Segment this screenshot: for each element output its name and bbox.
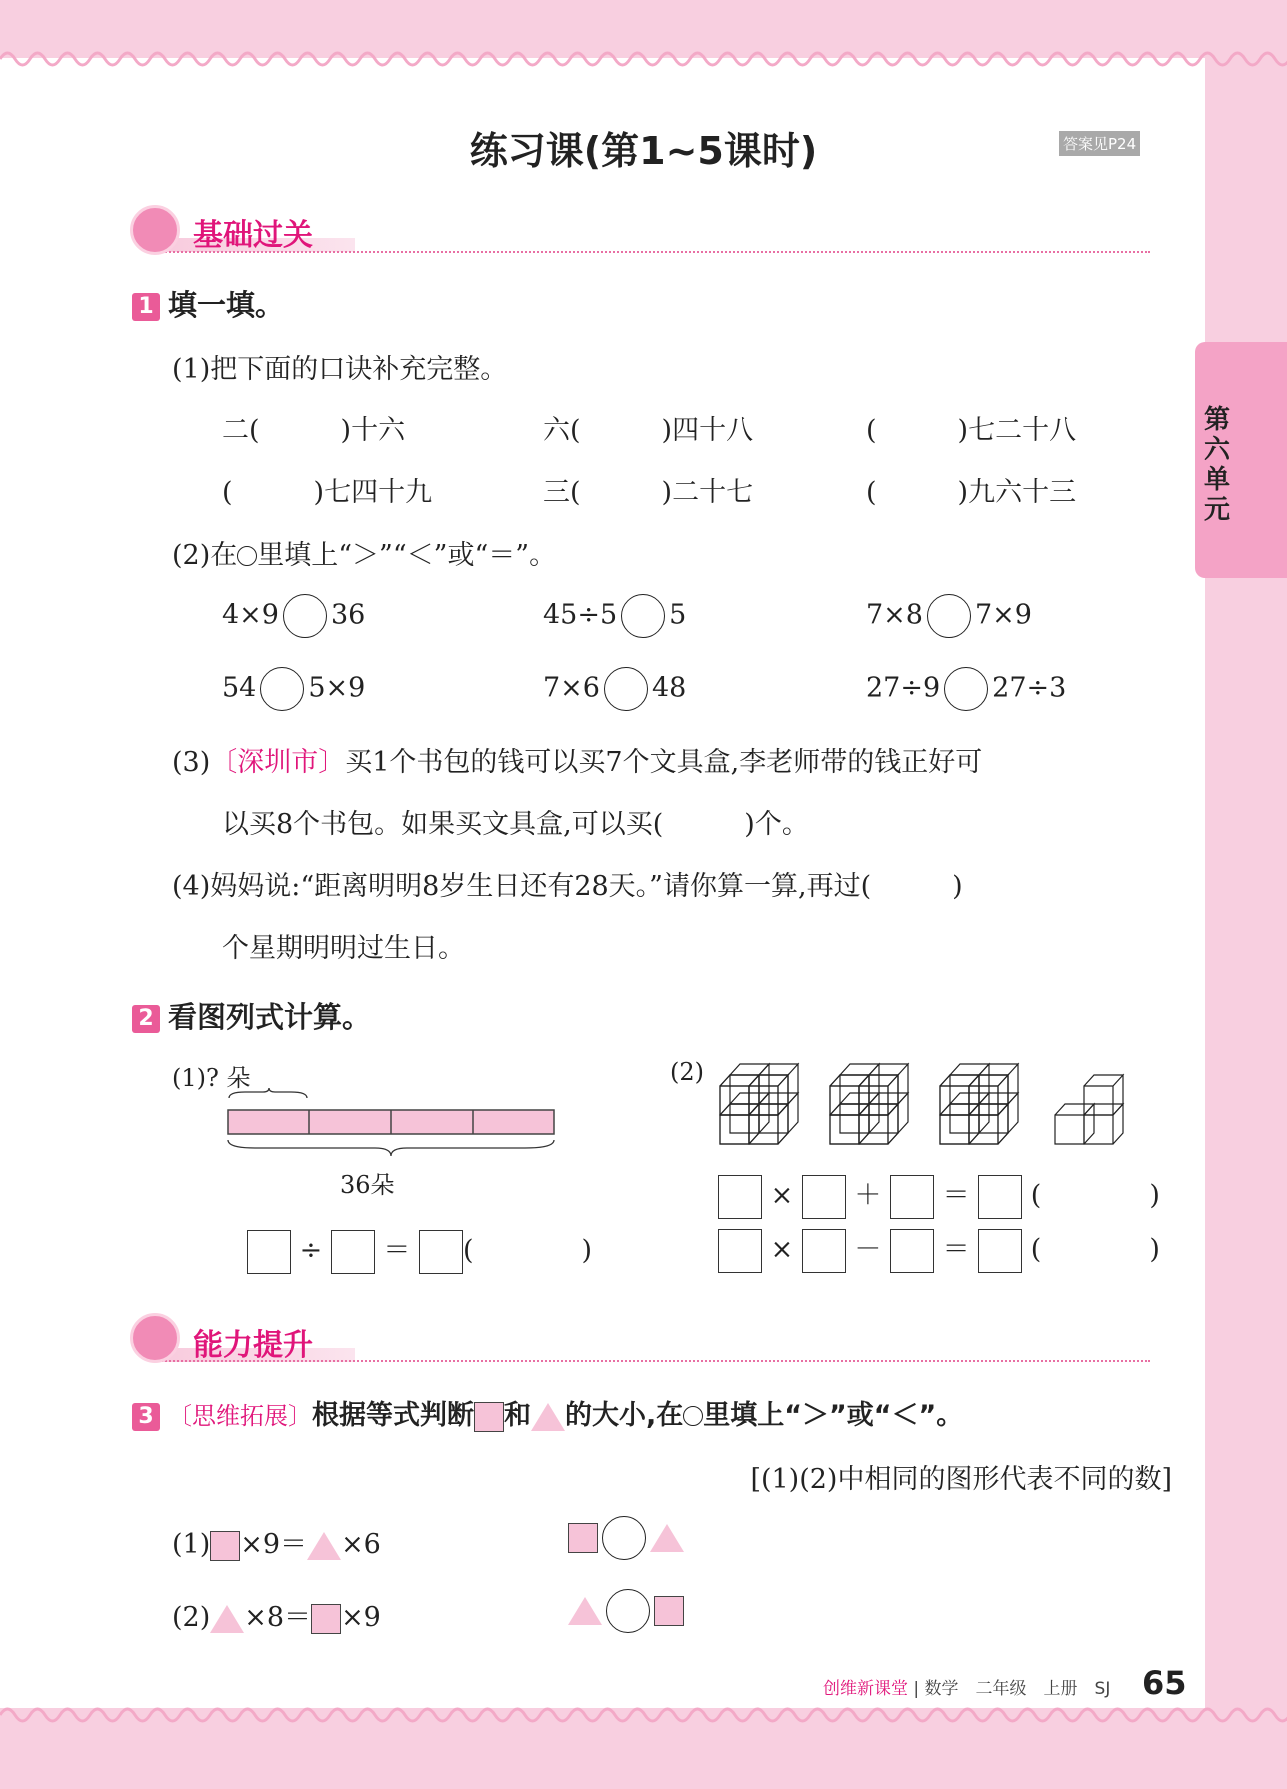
q2-part2-label: (2) [670,1058,704,1086]
circle-icon [237,546,257,566]
q1-part4-line1: (4)妈妈说:“距离明明8岁生日还有28天。”请你算一算,再过( ) [172,871,963,902]
unit-blank: ( ) [1030,1234,1160,1265]
rhyme-blank: 三( )二十七 [543,477,754,508]
question-text: 看图列式计算。 [168,1000,372,1034]
square-shape-icon [568,1523,598,1553]
rhyme-blank: ( )七四十九 [222,477,433,508]
text: (3) [172,747,211,778]
text: ×9 [341,1602,381,1633]
compare-circle[interactable] [602,1516,646,1560]
answer-box[interactable] [978,1229,1022,1273]
text: (2)在 [172,540,238,571]
expr: 36 [330,599,366,631]
expr: 4×9 [222,599,279,631]
answer-box[interactable] [331,1230,375,1274]
compare-item [866,594,1032,638]
op: ＝ [942,1234,970,1265]
compare-circle[interactable] [283,594,327,638]
section-title-basic: 基础过关 [193,218,313,253]
q3-compare-1 [568,1516,684,1560]
q3-note: [(1)(2)中相同的图形代表不同的数] [750,1464,1172,1495]
op: ＋ [854,1180,882,1211]
footer-brand: 创维新课堂 [823,1679,908,1699]
square-shape-icon [474,1402,504,1432]
text: 里填上“＞”或“＜”。 [703,1400,964,1431]
circle-icon [683,1406,703,1426]
text: 里填上“＞”“＜”或“＝”。 [257,540,557,571]
text: ×8＝ [244,1602,312,1633]
expr: 5×9 [308,672,366,704]
answer-box[interactable] [978,1175,1022,1219]
op: ＝ [942,1180,970,1211]
text: 和 [504,1400,531,1431]
compare-circle[interactable] [927,594,971,638]
answer-box[interactable] [247,1230,291,1274]
page-title: 练习课(第1~5课时) [469,129,818,173]
triangle-shape-icon [531,1403,565,1431]
bottom-wave-border [0,1700,1287,1730]
footer-info: 数学 二年级 上册 SJ [924,1679,1111,1699]
page-number: 65 [1142,1664,1187,1702]
cartoon-avatar-icon [130,1313,180,1363]
question-number: 2 [132,1005,160,1033]
compare-item [222,594,365,638]
question-number: 3 [132,1403,160,1431]
text: (1) [172,1529,211,1560]
q1-part3-line1 [172,740,982,779]
text: ×9＝ [240,1529,308,1560]
text: 的大小,在 [565,1400,684,1431]
op: ÷ [299,1235,323,1266]
triangle-shape-icon [568,1597,602,1625]
answer-box[interactable] [718,1175,762,1219]
expr: 7×6 [543,672,600,704]
compare-circle[interactable] [604,667,648,711]
expr: 45÷5 [543,599,618,631]
section-title-advanced: 能力提升 [193,1328,313,1363]
compare-item [543,594,686,638]
q3-equation-2 [172,1595,381,1634]
answer-reference-badge: 答案见P24 [1059,131,1140,156]
square-shape-icon [210,1531,240,1561]
minus-equation [718,1227,1160,1273]
question-2-heading [132,995,371,1036]
square-shape-icon [654,1596,684,1626]
answer-box[interactable] [890,1229,934,1273]
question-text: 填一填。 [168,288,285,322]
question-1-heading [132,283,284,324]
rhyme-blank: 六( )四十八 [543,415,754,446]
question-number: 1 [132,293,160,321]
question-3-heading [132,1393,963,1432]
rhyme-blank: ( )七二十八 [866,415,1077,446]
unit-blank: ( ) [1030,1180,1160,1211]
op: － [854,1234,882,1265]
rhyme-blank: ( )九六十三 [866,477,1077,508]
compare-item [543,667,686,711]
total-label: 36朵 [340,1171,395,1199]
category-tag: 〔思维拓展〕 [168,1402,312,1430]
cube-figures [715,1058,1135,1148]
answer-box[interactable] [802,1175,846,1219]
unit-side-label: 第六单元 [1203,405,1230,525]
text: (2) [172,1602,211,1633]
answer-box[interactable] [802,1229,846,1273]
cartoon-avatar-icon [130,205,180,255]
triangle-shape-icon [307,1532,341,1560]
compare-circle[interactable] [606,1589,650,1633]
q1-part3-line2: 以买8个书包。如果买文具盒,可以买( )个。 [222,809,809,840]
q1-part2-text [172,533,556,572]
expr: 5 [669,599,687,631]
q1-part4-line2: 个星期明明过生日。 [222,933,465,964]
op: ＝ [383,1235,411,1266]
expr: 48 [651,672,687,704]
division-equation [247,1228,592,1274]
triangle-shape-icon [650,1524,684,1552]
q3-compare-2 [568,1589,684,1633]
plus-equation [718,1173,1160,1219]
expr: 27÷3 [992,672,1067,704]
q2-part1-label: (1)? 朵 [172,1064,251,1092]
compare-item [866,667,1066,711]
footer: 创维新课堂 | 数学 二年级 上册 SJ [823,1679,1111,1699]
expr: 27÷9 [866,672,941,704]
compare-item [222,667,365,711]
text: ×6 [341,1529,381,1560]
bar-diagram [225,1088,560,1163]
q1-part1-text: (1)把下面的口诀补充完整。 [172,354,508,385]
text: 根据等式判断 [312,1400,474,1431]
answer-box[interactable] [890,1175,934,1219]
expr: 7×9 [974,599,1032,631]
compare-circle[interactable] [621,594,665,638]
unit-blank: ( ) [463,1235,593,1266]
region-tag: 〔深圳市〕 [210,747,346,778]
q3-equation-1 [172,1522,381,1561]
text: 买1个书包的钱可以买7个文具盒,李老师带的钱正好可 [345,747,983,778]
op: × [770,1180,794,1211]
expr: 7×8 [866,599,923,631]
compare-circle[interactable] [944,667,988,711]
answer-box[interactable] [718,1229,762,1273]
expr: 54 [222,672,257,704]
top-wave-border [0,44,1287,74]
answer-box[interactable] [419,1230,463,1274]
rhyme-blank: 二( )十六 [222,415,406,446]
compare-circle[interactable] [260,667,304,711]
triangle-shape-icon [210,1605,244,1633]
square-shape-icon [311,1604,341,1634]
op: × [770,1234,794,1265]
